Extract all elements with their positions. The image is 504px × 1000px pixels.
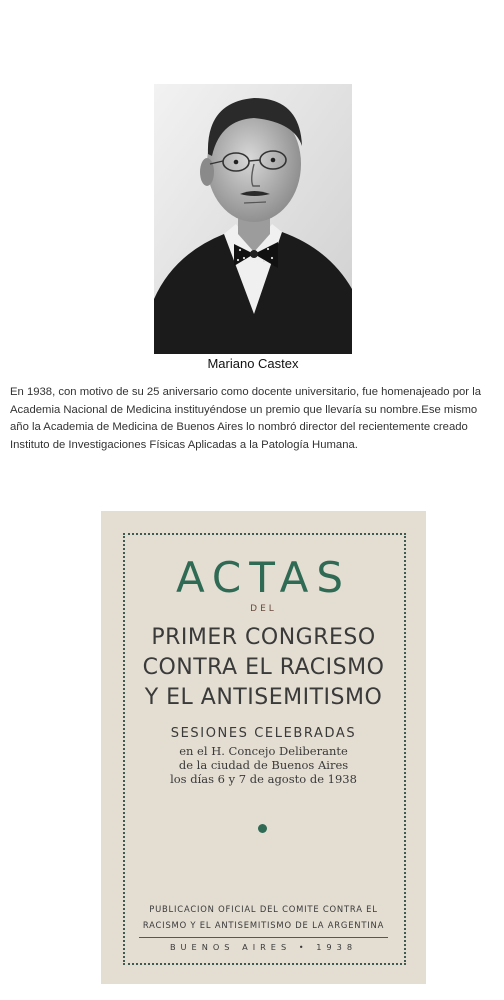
cover-footer-place-year: BUENOS AIRES • 1938 bbox=[169, 942, 358, 952]
cover-title-line: Y EL ANTISEMITISMO bbox=[144, 685, 383, 710]
cover-divider bbox=[139, 937, 388, 938]
biography-paragraph: En 1938, con motivo de su 25 aniversario como docente universitario, fue homenajeado por la Academia Nacional de Medicina instituyéndose un premio que llevaría su nombre.Ese mismo año la Academia de Medicina de Buenos Aires lo nombró director del recientemente creado Instituto de Investigaciones Físicas Aplicadas a la Patología Humana. bbox=[10, 386, 481, 451]
cover-congress-title bbox=[101, 623, 426, 713]
cover-detail-line: de la ciudad de Buenos Aires bbox=[178, 758, 349, 772]
portrait-photo bbox=[154, 84, 352, 354]
cover-sesiones: SESIONES CELEBRADAS bbox=[170, 726, 357, 741]
cover-session-details bbox=[101, 744, 426, 786]
portrait-caption: Mariano Castex bbox=[207, 356, 299, 371]
cover-del-label: DEL bbox=[250, 604, 277, 614]
cover-pub-line: PUBLICACION OFICIAL DEL COMITE CONTRA EL bbox=[149, 904, 378, 914]
cover-publication-note bbox=[101, 901, 426, 933]
cover-pub-line: RACISMO Y EL ANTISEMITISMO DE LA ARGENTINA bbox=[142, 920, 385, 930]
book-cover-image bbox=[101, 511, 426, 984]
cover-title-line: CONTRA EL RACISMO bbox=[142, 655, 385, 680]
cover-title-line: PRIMER CONGRESO bbox=[151, 625, 376, 650]
cover-dot-ornament bbox=[258, 824, 267, 833]
cover-detail-line: los días 6 y 7 de agosto de 1938 bbox=[170, 772, 357, 786]
cover-actas-title: ACTAS bbox=[175, 553, 352, 602]
cover-detail-line: en el H. Concejo Deliberante bbox=[179, 744, 348, 758]
